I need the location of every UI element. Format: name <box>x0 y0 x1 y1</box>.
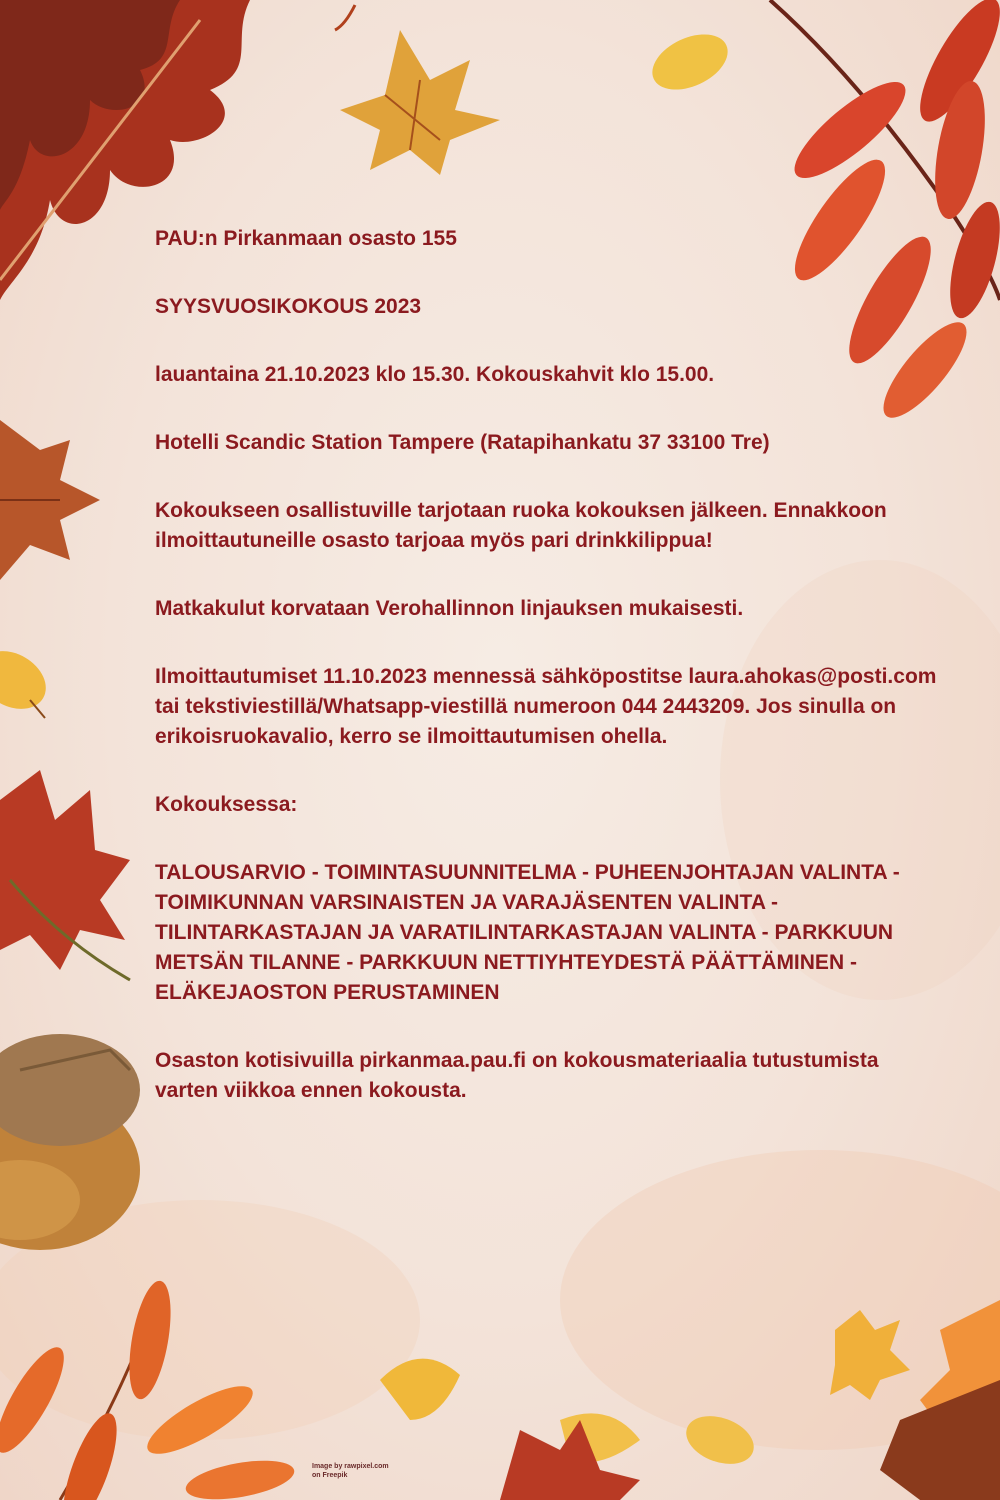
event-datetime: lauantaina 21.10.2023 klo 15.30. Kokouskahvit klo 15.00. <box>155 363 715 386</box>
materials-info: Osaston kotisivuilla pirkanmaa.pau.fi on kokousmateriaalia tutustumista varten viikkoa ennen kokousta. <box>155 1049 879 1102</box>
birch-leaf-icon <box>0 639 56 720</box>
food-info: Kokoukseen osallistuville tarjotaan ruoka kokouksen jälkeen. Ennakkoon ilmoittautuneille osasto tarjoaa myös pari drinkkilippua! <box>155 499 887 552</box>
image-credit <box>312 1462 389 1480</box>
acorn-icon <box>0 1034 140 1250</box>
credit-line-2: on Freepik <box>312 1472 348 1479</box>
agenda-items: TALOUSARVIO - TOIMINTASUUNNITELMA - PUHEENJOHTAJAN VALINTA - TOIMIKUNNAN VARSINAISTEN JA VARAJÄSENTEN VALINTA - TILINTARKASTAJAN JA VARATILINTARKASTAJAN VALINTA - PARKKUUN METSÄN TILANNE - PARKKUUN NETTIYHTEYDESTÄ PÄÄTTÄMINEN - ELÄKEJAOSTON PERUSTAMINEN <box>155 861 900 1004</box>
announcement-text <box>155 224 945 1144</box>
event-title: SYYSVUOSIKOKOUS 2023 <box>155 295 422 318</box>
maple-leaf-icon <box>335 5 500 175</box>
travel-info: Matkakulut korvataan Verohallinnon linjauksen mukaisesti. <box>155 597 744 620</box>
registration-info: Ilmoittautumiset 11.10.2023 mennessä sähköpostitse laura.ahokas@posti.com tai tekstiviestillä/Whatsapp-viestillä numeroon 044 2443209. Jos sinulla on erikoisruokavalio, kerro se ilmoittautumisen ohella. <box>155 665 937 748</box>
birch-leaf-icon <box>644 23 737 100</box>
credit-line-1: Image by rawpixel.com <box>312 1463 389 1470</box>
maple-leaf-icon <box>0 770 130 980</box>
maple-leaf-icon <box>0 420 100 580</box>
organization-name: PAU:n Pirkanmaan osasto 155 <box>155 227 457 250</box>
event-venue: Hotelli Scandic Station Tampere (Ratapihankatu 37 33100 Tre) <box>155 431 770 454</box>
agenda-heading: Kokouksessa: <box>155 793 298 816</box>
